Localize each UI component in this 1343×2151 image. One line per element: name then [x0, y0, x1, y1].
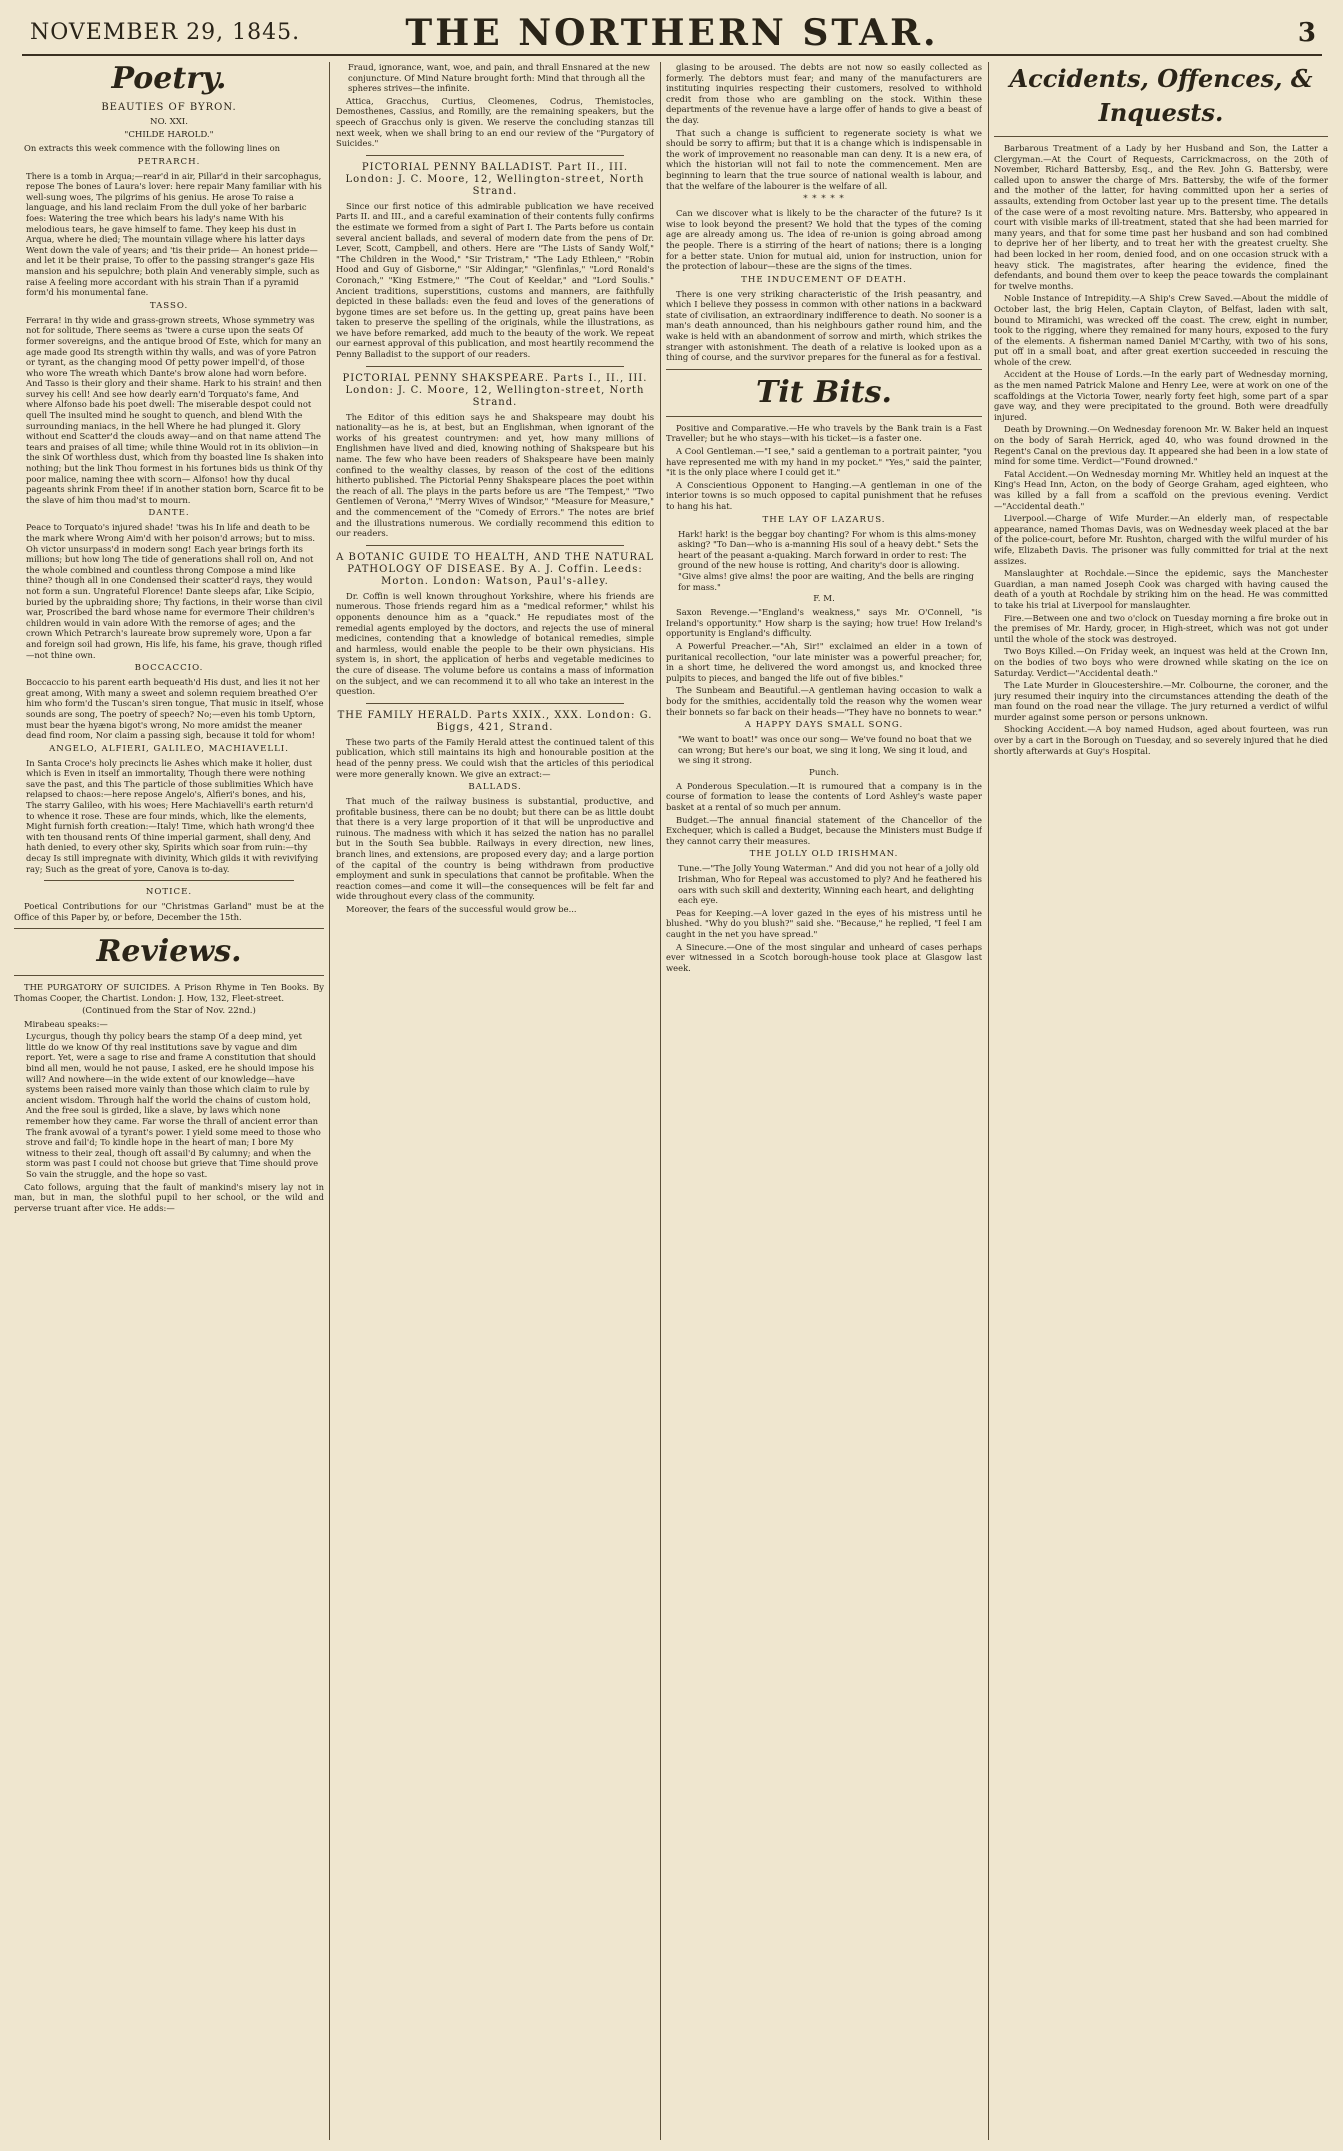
news-item: Two Boys Killed.—On Friday week, an inquest was held at the Crown Inn, on the bodies of two boys who were drowned while skating on the ice on Saturday. Verdict—"Accidental death." — [994, 646, 1328, 678]
extract-text: That much of the railway business is substantial, productive, and profitable business, there can be no doubt; but there can be as little doubt that there is a very large proportion of it that will be unproductive and ruinous. The madness with which it has seized the nation has no parallel but in the South Sea bubble. Railways in every direction, new lines, branch lines, and extensions, are proposed every day; and a large portion of the capital of the country is being withdrawn from productive employment and sunk in speculations that cannot be profitable. When the reaction comes—and come it will—the consequences will be felt far and wide throughout every class of the community. — [336, 796, 654, 902]
divider — [366, 545, 624, 546]
extract-text: Moreover, the fears of the successful would grow be... — [346, 904, 577, 915]
news-item: Barbarous Treatment of a Lady by her Husband and Son, the Latter a Clergyman.—At the Court of Requests, Carrickmacross, on the 20th of November, Richard Battersby, Esq., and the Rev. John G. Battersby, were called upon to answer the charge of Mrs. Battersby, the wife of the former and the mother of the latter, for having committed upon her a series of assaults, extending from October last year up to the present time. The details of the case were of a most revolting nature. Mrs. Battersby, who appeared in court with visible marks of ill-treatment, stated that she had been married for many years, and that for some time past her husband and son had combined to deprive her of her liberty, and to treat her with the greatest cruelty. She had been locked in her room, denied food, and on one occasion struck with a heavy stick. The magistrates, after hearing the evidence, fined the defendants, and bound them over to keep the peace towards the complainant for twelve months. — [994, 143, 1328, 291]
section-heading-poetry: Poetry. — [111, 62, 227, 96]
section-heading-accidents: Accidents, Offences, & Inquests. — [1009, 64, 1313, 127]
tit-bit: Positive and Comparative.—He who travels by the Bank train is a Fast Traveller; but he who stays—with his ticket—is a faster one. — [666, 422, 982, 444]
review-text: Since our first notice of this admirable publication we have received Parts II. and III., and a careful examination of their contents fully confirms the estimate we formed from a sight of Part I. The Parts before us contain several ancient ballads, and several of modern date from the pens of Dr. Lever, Scott, Campbell, and others. Here are "The Lists of Sandy Wolf," "The Children in the Wood," "Sir Tristram," "The Lady Ethleen," "Robin Hood and Guy of Gisborne," "Sir Aldingar," "Glenfinlas," "Lord Ronald's Coronach," "King Estmere," "The Cout of Keeldar," and "Lord Soulis." Ancient traditions, superstitions, customs and manners, are faithfully depicted in these ballads: even the feud and loves of the generations of bygone times are set before us. In the getting up, great pains have been taken to preserve the spelling of the originals, while the illustrations, as we have before remarked, add much to the beauty of the work. We repeat our earnest approval of this publication, and most heartily recommend the Penny Balladist to the support of our readers. — [336, 200, 654, 360]
divider — [14, 928, 324, 929]
ornament: * * * * * — [803, 194, 845, 205]
tit-bit: Peas for Keeping.—A lover gazed in the eyes of his mistress until he blushed. "Why do you blush?" said she. "Because," he replied, "I feel I am caught in the net you have spread." — [666, 907, 982, 939]
poem-heading: A HAPPY DAYS SMALL SONG. — [744, 720, 904, 731]
review-text: Dr. Coffin is well known throughout Yorkshire, where his friends are numerous. Those friends regard him as a "medical reformer," whilst his opponents denounce him as a "quack." He repudiates most of the remedial agents employed by the doctors, and rejects the use of mineral medicines, contending that a knowledge of botanical remedies, simple and harmless, would enable the people to be their own physicians. His system is, in short, the application of herbs and vegetable medicines to the cure of disease. The volume before us contains a mass of information on the subject, and we can recommend it to all who take an interest in the question. — [336, 590, 654, 697]
divider — [14, 975, 324, 976]
news-item: Fatal Accident.—On Wednesday morning Mr. Whitley held an inquest at the King's Head Inn, Acton, on the body of George Graham, aged eighteen, who was killed by a fall from a scaffold on the previous evening. Verdict—"Accidental death." — [994, 468, 1328, 511]
article-heading: BEAUTIES OF BYRON. — [101, 102, 237, 113]
section-heading-reviews: Reviews. — [96, 934, 242, 970]
article-intro: On extracts this week commence with the following lines on — [24, 143, 281, 153]
poem-text: Ferrara! in thy wide and grass-grown streets, Whose symmetry was not for solitude, There seems as 'twere a curse upon the seats Of former sovereigns, and the antique brood Of Este, which for many an age made good Its strength within thy walls, and was of yore Patron or tyrant, as the changing mood Of petty power impell'd, of those who wore The wreath which Dante's brow alone had worn before. And Tasso is their glory and their shame. Hark to his strain! and then survey his cell! And see how dearly earn'd Torquato's fame, And where Alfonso bade his poet dwell: The miserable despot could not quell The insulted mind he sought to quench, and blend With the surrounding maniacs, in the hell Where he had plunged it. Glory without end Scatter'd the clouds away—and on that name attend The tears and praises of all time; while thine Would rot in its oblivion—in the sink Of worthless dust, which from thy boasted line Is shaken into nothing; but the link Thou formest in his fortunes bids us think Of thy poor malice, naming thee with scorn— Alfonso! how thy ducal pageants shrink From thee! if in another station born, Scarce fit to be the slave of him thou mad'st to mourn. — [26, 314, 324, 505]
news-item: Fire.—Between one and two o'clock on Tuesday morning a fire broke out in the premises of Mr. Hardy, grocer, in High-street, which was not got under until the whole of the stock was destroyed. — [994, 612, 1328, 644]
extract-text: That such a change is sufficient to regenerate society is what we should be sorry to affirm; but that it is a change which is indispensable in the work of improvement no reasonable man can deny. It is a new era, of which the historian will not fail to note the commencement. Men are beginning to learn that the true source of national wealth is labour, and that the welfare of the labourer is the welfare of all. — [666, 127, 982, 191]
tit-bit: The Sunbeam and Beautiful.—A gentleman having occasion to walk a body for the smithies, accidentally told the reason why the women wear their bonnets so far back on their heads—"They have no bonnets to wear." — [666, 685, 982, 717]
news-item: Manslaughter at Rochdale.—Since the epidemic, says the Manchester Guardian, a man named Joseph Cook was charged with having caused the death of a youth at Rochdale by striking him on the head. He was committed to take his trial at Liverpool for manslaughter. — [994, 568, 1328, 610]
column-reviews — [336, 62, 654, 2142]
extract-text: There is one very striking characteristic of the Irish peasantry, and which I believe they possess in common with other nations in a backward state of civilisation, an extraordinary indifference to death. No sooner is a man's death announced, than his neighbours gather round him, and the wake is held with an abandonment of sorrow and mirth, which strikes the stranger with astonishment. The death of a relative is looked upon as a thing of course, and the survivor prepares for the funeral as for a festival. — [666, 288, 982, 363]
poem-signature: Punch. — [809, 767, 839, 778]
masthead — [22, 10, 1322, 56]
poem-text: There is a tomb in Arqua;—rear'd in air, Pillar'd in their sarcophagus, repose The bones of Laura's lover: here repair Many familiar with his well-sung woes, The pilgrims of his genius. He arose To raise a language, and his land reclaim From the dull yoke of her barbaric foes: Watering the tree which bears his lady's name With his melodious tears, he gave himself to fame. They keep his dust in Arqua, where he died; The mountain village where his latter days Went down the vale of years; and 'tis their pride— An honest pride—and let it be their praise, To offer to the passing stranger's gaze His mansion and his sepulchre; both plain And venerably simple, such as raise A feeling more accordant with his strain Than if a pyramid form'd his monumental fane. — [26, 170, 322, 298]
stanza-label: TASSO. — [149, 300, 189, 311]
poem-text: "We want to boat!" was once our song— We've found no boat that we can wrong; But here's our boat, we sing it long, We sing it loud, and we sing it strong. — [678, 734, 972, 766]
column-divider — [660, 62, 661, 2140]
article-subheading: "CHILDE HAROLD." — [124, 130, 214, 140]
poem-text: Boccaccio to his parent earth bequeath'd His dust, and lies it not her great among, With many a sweet and solemn requiem breathed O'er him who form'd the Tuscan's siren tongue, That music in itself, whose sounds are song, The poetry of speech? No;—even his tomb Uptorn, must bear the hyæna bigot's wrong, No more amidst the meaner dead find room, Nor claim a passing sigh, because it told for whom! — [26, 677, 324, 741]
notice-text: Poetical Contributions for our "Christmas Garland" must be at the Office of this Paper by, or before, December the 15th. — [14, 901, 324, 922]
news-item: Accident at the House of Lords.—In the early part of Wednesday morning, as the men named Patrick Malone and Henry Lee, were at work on one of the scaffoldings at the Victoria Tower, nearly forty feet high, some part of a spar gave way, and they were precipitated to the ground. Both were dreadfully injured. — [994, 369, 1328, 422]
column-poetry-reviews — [14, 62, 324, 2142]
divider — [44, 880, 294, 881]
notice-heading: NOTICE. — [145, 887, 193, 898]
tit-bit: A Powerful Preacher.—"Ah, Sir!" exclaimed an elder in a town of puritanical recollection, "our late minister was a powerful preacher; for, in a short time, he delivered the word amongst us, and knocked three pulpits to pieces, and banged the life out of five bibles." — [666, 640, 982, 683]
extract-text: Can we discover what is likely to be the character of the future? Is it wise to look beyond the present? We hold that the types of the coming age are already among us. The idea of re-union is going abroad among the people. There is a stirring of the heart of nations; there is a longing for a better state. Union for mutual aid, union for instruction, union for the protection of labour—these are the signs of the times. — [666, 208, 982, 272]
news-item: The Late Murder in Gloucestershire.—Mr. Colbourne, the coroner, and the jury resumed their inquiry into the circumstances attending the death of the man found on the road near the village. The jury returned a verdict of wilful murder against some person or persons unknown. — [994, 680, 1328, 722]
section-heading-tit-bits: Tit Bits. — [756, 374, 892, 410]
poem-text: Peace to Torquato's injured shade! 'twas his In life and death to be the mark where Wrong Aim'd with her poison'd arrows; but to miss. Oh victor unsurpass'd in modern song! Each year brings forth its millions; but how long The tide of generations shall roll on, And not the whole combined and countless throng Compose a mind like thine? though all in one Condensed their scatter'd rays, they would not form a sun. Ungrateful Florence! Dante sleeps afar, Like Scipio, buried by the upbraiding shore; Thy factions, in their worse than civil war, Proscribed the bard whose name for evermore Their children's children would in vain adore With the remorse of ages; and the crown Which Petrarch's laureate brow supremely wore, Upon a far and foreign soil had grown, His life, his fame, his grave, though rifled—not thine own. — [26, 522, 323, 660]
news-item: Noble Instance of Intrepidity.—A Ship's Crew Saved.—About the middle of October last, the brig Helen, Captain Clayton, of Belfast, laden with salt, bound to Miramichi, was wrecked off the coast. The crew, eight in number, took to the rigging, where they remained for many hours, exposed to the fury of the elements. A fisherman named Daniel M'Carthy, with two of his sons, put off in a small boat, and after great exertion succeeded in rescuing the whole of the crew. — [994, 293, 1328, 367]
review-heading: THE PURGATORY OF SUICIDES. A Prison Rhyme in Ten Books. By Thomas Cooper, the Chartist. London: J. How, 132, Fleet-street. — [14, 982, 324, 1003]
article-number: NO. XXI. — [150, 117, 188, 127]
stanza-label: DANTE. — [148, 508, 190, 519]
divider — [366, 703, 624, 704]
poem-heading: THE JOLLY OLD IRISHMAN. — [749, 849, 899, 860]
tit-bit: Budget.—The annual financial statement of the Chancellor of the Exchequer, which is called a Budget, because the Ministers must Budge if they cannot carry their measures. — [666, 814, 982, 846]
divider — [666, 416, 982, 417]
divider — [366, 155, 624, 156]
stanza-label: BOCCACCIO. — [134, 663, 204, 674]
poem-text: Tune.—"The Jolly Young Waterman." And did you not hear of a jolly old Irishman, Who for Repeal was accustomed to ply? And he feathered his oars with such skill and dexterity, Winning each heart, and delighting each eye. — [678, 863, 982, 906]
poem-heading: THE LAY OF LAZARUS. — [762, 514, 886, 525]
review-lead: Mirabeau speaks:— — [24, 1018, 108, 1029]
news-item: Shocking Accident.—A boy named Hudson, aged about fourteen, was run over by a cart in the Borough on Tuesday, and so severely injured that he died shortly afterwards at Guy's Hospital. — [994, 724, 1328, 756]
poem-text: Hark! hark! is the beggar boy chanting? For whom is this alms-money asking? "To Dan—who is a-manning His soul of a heavy debt." Sets the heart of the peasant a-quaking. March forward in order to rest: The ground of the new house is rotting, And charity's door is allowing. "Give alms! give alms! the poor are waiting, And the bells are ringing for mass." — [678, 528, 979, 592]
review-heading: PICTORIAL PENNY SHAKSPEARE. Parts I., II., III. London: J. C. Moore, 12, Wellington-street, North Strand. — [342, 372, 648, 408]
newspaper-title: THE NORTHERN STAR. — [405, 12, 939, 54]
column-divider — [329, 62, 330, 2140]
stanza-label: PETRARCH. — [137, 156, 201, 167]
review-continuation: (Continued from the Star of Nov. 22nd.) — [82, 1005, 256, 1016]
tit-bit: A Sinecure.—One of the most singular and unheard of cases perhaps ever witnessed in a Scotch borough-house took place at Glasgow last week. — [666, 941, 982, 973]
poem-text: In Santa Croce's holy precincts lie Ashes which make it holier, dust which is Even in itself an immortality, Though there were nothing save the past, and this The particle of those sublimities Which have relapsed to chaos:—here repose Angelo's, Alfieri's bones, and his, The starry Galileo, with his woes; Here Machiavelli's earth return'd to whence it rose. These are four minds, which, like the elements, Might furnish forth creation:—Italy! Time, which hath wrong'd thee with ten thousand rents Of thine imperial garment, shall deny, And hath denied, to every other sky, Spirits which soar from ruin:—thy decay Is still impregnate with divinity, Which gilds it with revivifying ray; Such as the great of yore, Canova is to-day. — [26, 757, 319, 874]
divider — [366, 366, 624, 367]
news-item: Liverpool.—Charge of Wife Murder.—An elderly man, of respectable appearance, named Thomas Davis, was on Wednesday week placed at the bar of the police-court, before Mr. Rushton, charged with the wilful murder of his wife, Elizabeth Davis. The prisoner was fully committed for trial at the next assizes. — [994, 513, 1328, 566]
divider — [994, 136, 1328, 137]
poem-signature: F. M. — [813, 594, 835, 605]
review-heading: A BOTANIC GUIDE TO HEALTH, AND THE NATURAL PATHOLOGY OF DISEASE. By A. J. Coffin. Leeds: Morton. London: Watson, Paul's-alley. — [336, 551, 654, 587]
divider — [666, 369, 982, 370]
page-number: 3 — [1297, 18, 1316, 48]
review-text: Cato follows, arguing that the fault of mankind's misery lay not in man, but in man, the slothful pupil to her school, or the wild and perverse truant after vice. He adds:— — [14, 1181, 324, 1213]
tit-bit: A Conscientious Opponent to Hanging.—A gentleman in one of the interior towns is so much opposed to capital punishment that he refuses to hang his hat. — [666, 479, 982, 511]
review-verse: Lycurgus, though thy policy bears the stamp Of a deep mind, yet little do we know Of thy real institutions save by vague and dim report. Yet, were a sage to rise and frame A constitution that should bind all men, would he not pause, I asked, ere he should impose his will? And nowhere—in the wide extent of our knowledge—have systems been raised more vainly than those which claim to rule by ancient wisdom. Through half the world the chains of custom hold, And the free soul is girded, like a slave, by laws which none remember how they came. Far worse the thrall of ancient error than The frank avowal of a tyrant's power. I yield some meed to those who strove and fail'd; To kindle hope in the heart of man; I bore My witness to their zeal, though oft assail'd By calumny; and when the storm was past I could not choose but grieve that Time should prove So vain the struggle, and the hope so vast. — [26, 1031, 321, 1179]
review-verse: Fraud, ignorance, want, woe, and pain, and thrall Ensnared at the new conjuncture. Of Mind Nature brought forth: Mind that through all the spheres strives—the infinite. — [348, 62, 650, 94]
review-text: These two parts of the Family Herald attest the continued talent of this publication, which still maintains its high and honourable position at the head of the penny press. We could wish that the articles of this periodical were more generally known. We give an extract:— — [336, 736, 654, 779]
news-item: Death by Drowning.—On Wednesday forenoon Mr. W. Baker held an inquest on the body of Sarah Herrick, aged 40, who was found drowned in the Regent's Canal on the previous day. It appeared she had been in a low state of mind for some time. Verdict—"Found drowned." — [994, 424, 1328, 467]
tit-bit: A Ponderous Speculation.—It is rumoured that a company is in the course of formation to lease the contents of Lord Ashley's waste paper basket at a rental of so much per annum. — [666, 780, 982, 813]
review-heading: PICTORIAL PENNY BALLADIST. Part II., III. London: J. C. Moore, 12, Wellington-street, North Strand. — [345, 161, 645, 197]
stanza-label: ANGELO, ALFIERI, GALILEO, MACHIAVELLI. — [49, 743, 289, 754]
tit-bit: Saxon Revenge.—"England's weakness," says Mr. O'Connell, "is Ireland's opportunity." How sharp is the saying; how true! How Ireland's opportunity is England's difficulty. — [666, 607, 982, 639]
issue-date: NOVEMBER 29, 1845. — [30, 20, 301, 45]
extract-label: BALLADS. — [468, 782, 522, 793]
tit-bit: A Cool Gentleman.—"I see," said a gentleman to a portrait painter, "you have represented me with my hand in my pocket." "Yes," said the painter, "it is the only place where I could get it." — [666, 446, 982, 478]
column-accidents — [994, 62, 1328, 2142]
column-divider — [988, 62, 989, 2140]
review-text: Attica, Gracchus, Curtius, Cleomenes, Codrus, Themistocles, Demosthenes, Cassius, and Romilly, are the remaining speakers, but the speech of Gracchus only is given. We reserve the concluding stanzas till next week, when we shall bring to an end our review of the "Purgatory of Suicides." — [336, 95, 654, 149]
column-tit-bits — [666, 62, 982, 2142]
review-text: The Editor of this edition says he and Shakspeare may doubt his nationality—as he is, at best, but an Englishman, when ignorant of the works of his greatest countrymen: and yet, how many millions of Englishmen have lived and died, knowing nothing of Shakspeare but his name. The few who have been readers of Shakspeare have been mainly confined to the wealthy classes, by reason of the cost of the editions hitherto published. The Pictorial Penny Shakspeare places the poet within the reach of all. The plays in the parts before us are "The Tempest," "Two Gentlemen of Verona," "Merry Wives of Windsor," "Measure for Measure," and the commencement of the "Comedy of Errors." The notes are brief and the illustrations numerous. We cordially recommend this edition to our readers. — [336, 411, 654, 539]
extract-heading: THE INDUCEMENT OF DEATH. — [741, 274, 907, 285]
extract-text: glasing to be aroused. The debts are not now so easily collected as formerly. The debtors must fear; and many of the manufacturers are instituting inquiries respecting their customers, resolved to withhold credit from those who are gambling on the stock. Within these departments of the revenue have a large offer of hands to give a beast of the day. — [666, 62, 982, 125]
review-heading: THE FAMILY HERALD. Parts XXIX., XXX. London: G. Biggs, 421, Strand. — [337, 709, 653, 733]
